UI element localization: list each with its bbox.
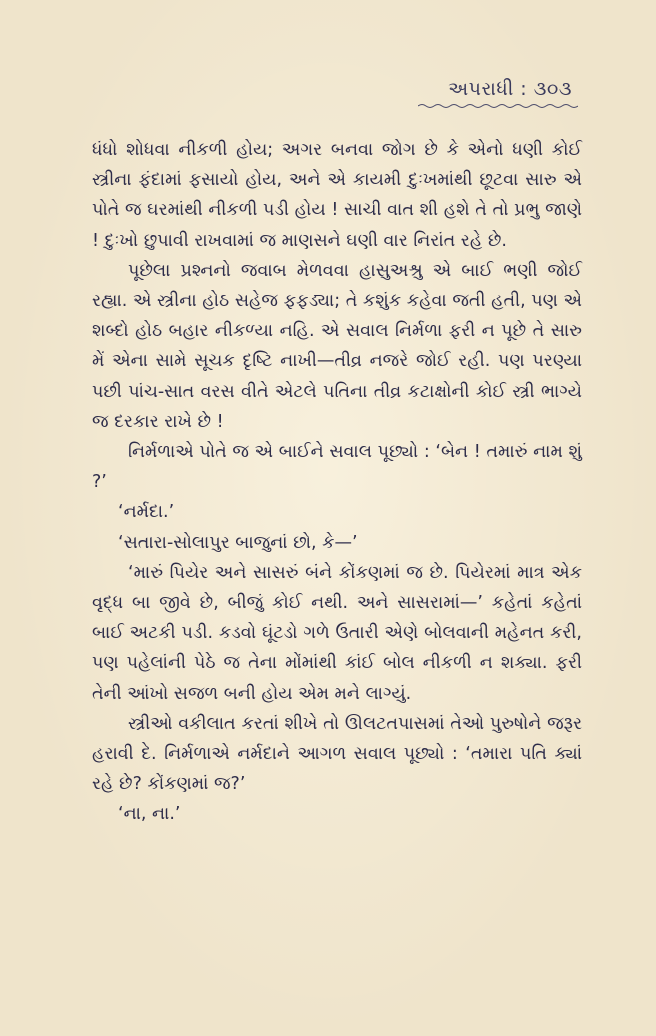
paragraph-2: પૂછેલા પ્રશ્નનો જવાબ મેળવવા હાસુઅશ્રુ એ બાઈ ભણી જોઈ રહ્યા. એ સ્ત્રીના હોઠ સહેજ ફફડ્યા; તે કશુંક કહેવા જતી હતી, પણ એ શબ્દો હોઠ બહાર નીકળ્યા નહિ. એ સવાલ નિર્મળા ફરી ન પૂછે તે સારુ મેં એના સામે સૂચક દૃષ્ટિ નાખી—તીવ્ર નજરે જોઈ રહી. પણ પરણ્યા પછી પાંચ-સાત વરસ વીતે એટલે પતિના તીવ્ર કટાક્ષોની કોઈ સ્ત્રી ભાગ્યે જ દરકાર રાખે છે !	[92, 260, 582, 432]
dialogue-line-1: ‘નર્મદા.’	[118, 502, 175, 523]
header-wavy-rule	[418, 103, 578, 109]
paragraph-1: ધંધો શોધવા નીકળી હોય; અગર બનવા જોગ છે કે એનો ધણી કોઈ સ્ત્રીના ફંદામાં ફસાયો હોય, અને એ કાયમી દુઃખમાંથી છૂટવા સારુ એ પોતે જ ઘરમાંથી નીકળી પડી હોય ! સાચી વાત શી હશે તે તો પ્રભુ જાણે ! દુઃખો છુપાવી રાખવામાં જ માણસને ઘણી વાર નિરાંત રહે છે.	[92, 140, 582, 251]
paragraph-4: ‘મારું પિયેર અને સાસરું બંને કોંકણમાં જ છે. પિયેરમાં માત્ર એક વૃદ્ધ બા જીવે છે, બીજું કોઈ નથી. અને સાસરામાં—’ કહેતાં કહેતાં બાઈ અટકી પડી. કડવો ઘૂંટડો ગળે ઉતારી એણે બોલવાની મહેનત કરી, પણ પહેલાંની પેઠે જ તેના મોંમાંથી કાંઈ બોલ નીકળી ન શક્યા. ફરી તેની આંખો સજળ બની હોય એમ મને લાગ્યું.	[92, 562, 582, 704]
dialogue-line-3: ‘ના, ના.’	[118, 804, 181, 825]
paragraph-5: સ્ત્રીઓ વકીલાત કરતાં શીખે તો ઊલટતપાસમાં તેઓ પુરુષોને જરૂર હરાવી દે. નિર્મળાએ નર્મદાને આગળ સવાલ પૂછ્યો : ‘તમારા પતિ ક્યાં રહે છે? કોંકણમાં જ?’	[92, 713, 582, 795]
paragraph-3: નિર્મળાએ પોતે જ એ બાઈને સવાલ પૂછ્યો : ‘બેન ! તમારું નામ શું ?’	[92, 442, 582, 493]
page-body	[92, 135, 582, 830]
running-header: અપરાધી : ૩૦૩	[448, 78, 572, 100]
dialogue-line-2: ‘સતારા-સોલાપુર બાજુનાં છો, કે—’	[118, 532, 358, 553]
